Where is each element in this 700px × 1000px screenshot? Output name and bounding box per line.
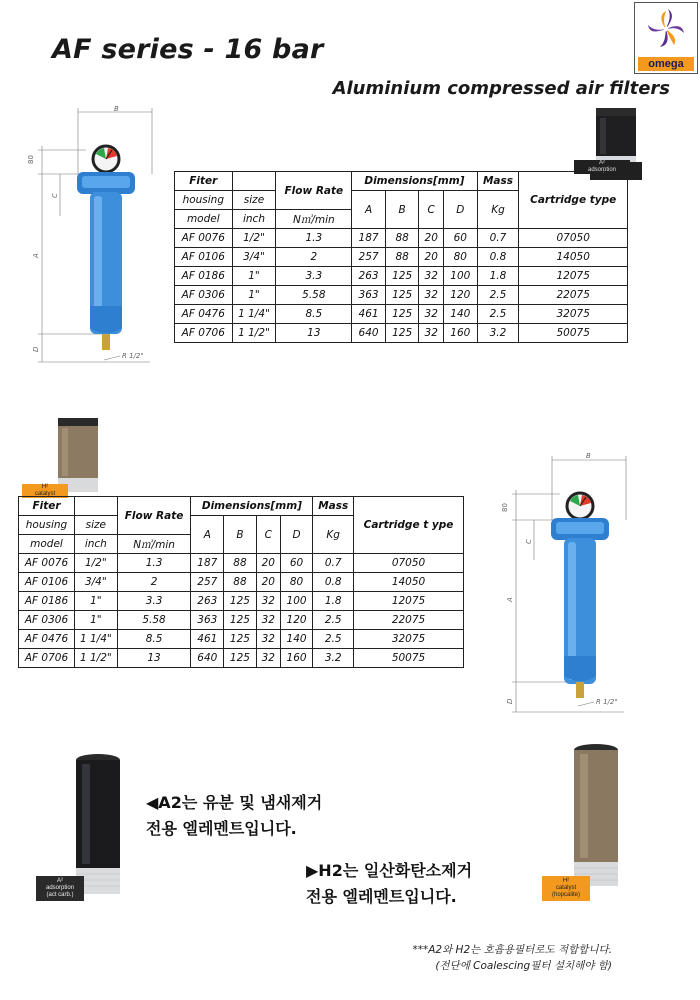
cell-c: 32 [256,649,280,668]
thread-label: R 1/2" [122,352,144,360]
cell-size: 3/4" [232,248,276,267]
cell-a: 257 [352,248,386,267]
cell-mass: 1.8 [313,592,354,611]
table-row [175,248,628,267]
h2-note-line1: ▶H2는 일산화탄소제거 [306,861,473,880]
table-row [175,229,628,248]
spec-table-top [174,171,628,343]
col-header-cartridge: Cartridge t ype [354,497,464,554]
a2-note-line1: ◀A2는 유분 및 냄새제거 [146,793,323,812]
cell-b: 125 [224,611,257,630]
cell-size: 1 1/2" [232,324,276,343]
cell-c: 20 [256,554,280,573]
dim-label-b: B [586,452,591,460]
cell-size: 1 1/2" [75,649,118,668]
table-row [19,554,464,573]
omega-logo [634,2,698,74]
cell-flow: 13 [117,649,191,668]
a2-thumb-caption: A² adsorption [574,160,630,174]
unit-kg: Kg [477,191,519,229]
cell-cartridge: 32075 [354,630,464,649]
h2-thumb-caption: H² catalyst [22,484,68,498]
cell-cartridge: 12075 [354,592,464,611]
cell-cartridge: 12075 [519,267,628,286]
cell-model: AF 0476 [175,305,233,324]
cell-cartridge: 07050 [354,554,464,573]
filter-dimension-drawing-bottom [498,450,644,718]
cell-mass: 2.5 [313,611,354,630]
cell-a: 640 [191,649,224,668]
cell-model: AF 0106 [175,248,233,267]
cell-d: 140 [280,630,313,649]
page-subtitle: Aluminium compressed air filters [332,78,670,99]
cell-c: 32 [419,286,444,305]
a2-note [146,790,322,842]
cell-a: 263 [352,267,386,286]
cell-flow: 13 [276,324,352,343]
cell-size: 1 1/4" [75,630,118,649]
cell-mass: 1.8 [477,267,519,286]
col-header-inch: inch [232,210,276,229]
unit-flow: N㎥/min [276,210,352,229]
cell-flow: 3.3 [276,267,352,286]
unit-d: D [280,516,313,554]
col-header-flow: Flow Rate [117,497,191,535]
pinwheel-icon [635,3,697,55]
col-header-inch: inch [75,535,118,554]
thread-label: R 1/2" [596,698,618,706]
cell-a: 461 [191,630,224,649]
spec-table-bottom-body [19,554,464,668]
cell-flow: 3.3 [117,592,191,611]
cell-d: 60 [444,229,478,248]
cell-b: 125 [385,267,419,286]
h2-cartridge-image [566,742,628,892]
cell-d: 160 [280,649,313,668]
dim-label-c: C [525,539,533,544]
cell-d: 100 [280,592,313,611]
col-header-empty [75,497,118,516]
col-header-size: size [232,191,276,210]
cell-cartridge: 14050 [354,573,464,592]
cell-c: 20 [419,229,444,248]
col-header-housing: housing [19,516,75,535]
cell-b: 88 [224,554,257,573]
col-header-housing: housing [175,191,233,210]
h2-caption [542,876,590,901]
cell-size: 3/4" [75,573,118,592]
unit-c: C [419,191,444,229]
cell-a: 363 [191,611,224,630]
logo-wordmark: omega [638,57,694,71]
cell-mass: 2.5 [477,286,519,305]
dim-label-80: 80 [501,503,509,512]
cell-a: 363 [352,286,386,305]
cell-mass: 0.8 [313,573,354,592]
cell-b: 125 [224,592,257,611]
col-header-dimensions: Dimensions[mm] [352,172,477,191]
cell-mass: 2.5 [313,630,354,649]
cell-c: 20 [256,573,280,592]
col-header-model: model [19,535,75,554]
dim-label-c: C [51,193,59,198]
h2-note [306,858,472,910]
cell-d: 100 [444,267,478,286]
cell-c: 32 [256,611,280,630]
cell-mass: 0.7 [477,229,519,248]
cell-d: 120 [444,286,478,305]
cell-c: 32 [419,305,444,324]
unit-a: A [191,516,224,554]
cell-model: AF 0076 [19,554,75,573]
cell-cartridge: 50075 [354,649,464,668]
cell-model: AF 0706 [19,649,75,668]
col-header-size: size [75,516,118,535]
cell-cartridge: 14050 [519,248,628,267]
cell-mass: 3.2 [313,649,354,668]
cell-model: AF 0186 [19,592,75,611]
cell-a: 640 [352,324,386,343]
col-header-dimensions: Dimensions[mm] [191,497,313,516]
h2-note-line2: 전용 엘레멘트입니다. [306,887,457,906]
table-row [19,592,464,611]
cell-size: 1" [232,286,276,305]
dim-label-d: D [506,698,514,704]
cell-b: 88 [385,248,419,267]
spec-table-bottom [18,496,464,668]
a2-note-line2: 전용 엘레멘트입니다. [146,819,297,838]
cell-model: AF 0076 [175,229,233,248]
a2-code: A² [57,878,63,884]
h2-caption-line1: catalyst [555,885,577,891]
cell-c: 32 [256,630,280,649]
cell-size: 1/2" [232,229,276,248]
cell-flow: 8.5 [276,305,352,324]
cell-b: 88 [224,573,257,592]
cell-c: 32 [419,324,444,343]
cell-model: AF 0106 [19,573,75,592]
col-header-cartridge: Cartridge type [519,172,628,229]
cell-size: 1" [75,592,118,611]
col-header-model: model [175,210,233,229]
footer-note [412,942,612,974]
col-header-filter: Fiter [19,497,75,516]
cell-a: 187 [352,229,386,248]
cell-mass: 0.8 [477,248,519,267]
col-header-empty [232,172,276,191]
dim-label-a: A [506,597,514,602]
cell-model: AF 0476 [19,630,75,649]
cell-mass: 2.5 [477,305,519,324]
cell-a: 461 [352,305,386,324]
unit-a: A [352,191,386,229]
dim-label-a: A [32,253,40,258]
dim-label-80: 80 [27,155,35,164]
unit-b: B [224,516,257,554]
cell-model: AF 0306 [175,286,233,305]
table-row [175,324,628,343]
cell-cartridge: 32075 [519,305,628,324]
unit-c: C [256,516,280,554]
cell-size: 1/2" [75,554,118,573]
cell-d: 120 [280,611,313,630]
cell-a: 187 [191,554,224,573]
table-row [19,649,464,668]
cell-model: AF 0706 [175,324,233,343]
table-row [175,286,628,305]
cell-d: 140 [444,305,478,324]
cell-c: 20 [419,248,444,267]
footer-line1: ***A2와 H2는 호흡용필터로도 적합합니다. [412,944,612,956]
cell-mass: 0.7 [313,554,354,573]
cell-a: 263 [191,592,224,611]
col-header-mass: Mass [313,497,354,516]
table-row [175,305,628,324]
cell-flow: 1.3 [276,229,352,248]
cell-b: 88 [385,229,419,248]
cell-cartridge: 07050 [519,229,628,248]
table-row [175,267,628,286]
cell-d: 80 [280,573,313,592]
filter-dimension-drawing-top [24,106,170,378]
cell-b: 125 [385,305,419,324]
cell-d: 60 [280,554,313,573]
cell-flow: 1.3 [117,554,191,573]
cell-size: 1" [75,611,118,630]
cell-flow: 2 [117,573,191,592]
unit-flow: N㎥/min [117,535,191,554]
cell-cartridge: 22075 [519,286,628,305]
cell-size: 1 1/4" [232,305,276,324]
col-header-flow: Flow Rate [276,172,352,210]
dim-label-b: B [114,106,119,113]
a2-caption-line1: adsorption [45,885,75,891]
h2-code: H² [562,878,570,884]
cell-model: AF 0306 [19,611,75,630]
col-header-mass: Mass [477,172,519,191]
cell-size: 1" [232,267,276,286]
page-title: AF series - 16 bar [52,34,324,65]
a2-caption [36,876,84,901]
cell-cartridge: 22075 [354,611,464,630]
cell-b: 125 [224,630,257,649]
col-header-filter: Fiter [175,172,233,191]
unit-kg: Kg [313,516,354,554]
cell-model: AF 0186 [175,267,233,286]
cell-d: 160 [444,324,478,343]
unit-d: D [444,191,478,229]
table-row [19,630,464,649]
cell-flow: 8.5 [117,630,191,649]
cell-flow: 2 [276,248,352,267]
cell-c: 32 [419,267,444,286]
cell-flow: 5.58 [276,286,352,305]
unit-b: B [385,191,419,229]
cell-mass: 3.2 [477,324,519,343]
cell-b: 125 [224,649,257,668]
cell-cartridge: 50075 [519,324,628,343]
a2-caption-line2: (act carb.) [46,892,74,898]
footer-line2: (전단에 Coalescing필터 설치해야 함) [435,960,612,972]
table-row [19,573,464,592]
spec-table-top-body [175,229,628,343]
cell-a: 257 [191,573,224,592]
dim-label-d: D [32,346,40,352]
h2-caption-line2: (hopcalite) [551,892,580,898]
table-row [19,611,464,630]
cell-c: 32 [256,592,280,611]
cell-b: 125 [385,324,419,343]
cell-flow: 5.58 [117,611,191,630]
cell-b: 125 [385,286,419,305]
cell-d: 80 [444,248,478,267]
